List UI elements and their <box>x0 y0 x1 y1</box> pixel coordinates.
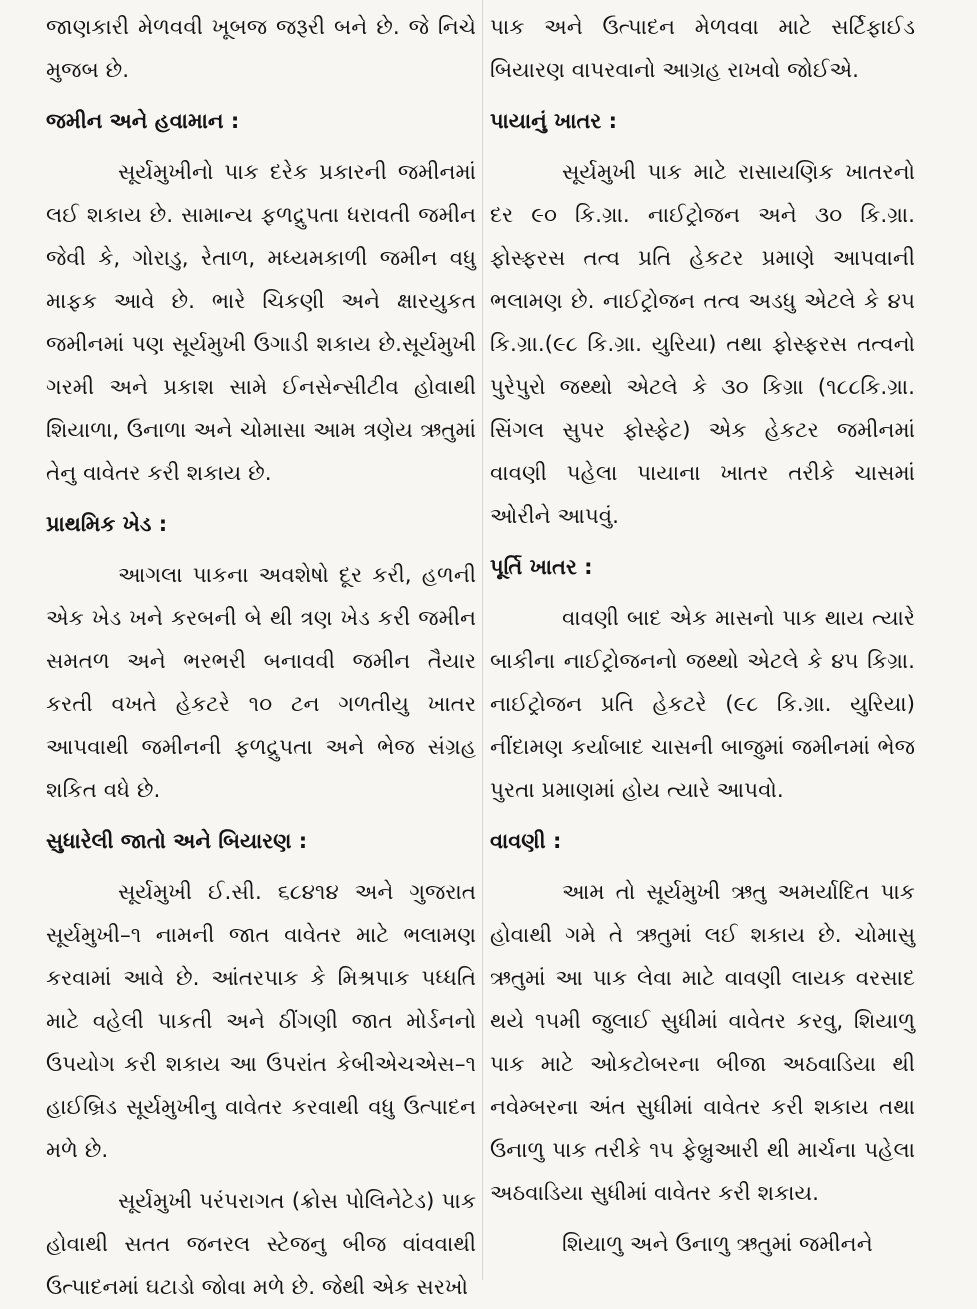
sowing-paragraph: આમ તો સૂર્યમુખી ઋતુ અમર્યાદિત પાક હોવાથી ગમે તે ઋતુમાં લઈ શકાય છે. ચોમાસુ ઋતુમાં આ પાક લેવા માટે વાવણી લાયક વરસાદ થયે ૧૫મી જુલાઈ સુધીમાં વાવેતર કરવુ, શિયાળુ પાક માટે ઓકટોબરના બીજા અઠવાડિયા થી નવેમ્બરના અંત સુધીમાં વાવેતર કરી શકાય તથા ઉનાળુ પાક તરીકે ૧૫ ફેબ્રુઆરી થી માર્ચના પહેલા અઠવાડિયા સુધીમાં વાવેતર કરી શકાય. <box>490 880 915 1206</box>
winter-summer-paragraph: શિયાળુ અને ઉનાળુ ઋતુમાં જમીનને <box>562 1232 873 1257</box>
column-divider <box>482 0 483 1280</box>
improved-varieties-paragraph: સૂર્યમુખી ઈ.સી. ૬૮૪૧૪ અને ગુજરાત સૂર્યમુખી–૧ નામની જાત વાવેતર માટે ભલામણ કરવામાં આવે છે. આંતરપાક કે મિશ્રપાક પધ્ધતિ માટે વહેલી પાકતી અને ઠીંગણી જાત મોર્ડનનો ઉપયોગ કરી શકાય આ ઉપરાંત કેબીએચએસ–૧ હાઈબ્રિડ સૂર્યમુખીનુ વાવેતર કરવાથી વધુ ઉત્પાદન મળે છે. <box>46 880 476 1163</box>
seed-continuation-paragraph: પાક અને ઉત્પાદન મેળવવા માટે સર્ટિફાઈડ બિયારણ વાપરવાનો આગ્રહ રાખવો જોઈએ. <box>490 15 915 83</box>
primary-tillage-paragraph: આગલા પાકના અવશેષો દૂર કરી, હળની એક ખેડ ખને કરબની બે થી ત્રણ ખેડ કરી જમીન સમતળ અને ભરભરી બનાવવી જમીન તૈયાર કરતી વખતે હેકટરે ૧૦ ટન ગળતીયુ ખાતર આપવાથી જમીનની ફળદ્રુપતા અને ભેજ સંગ્રહ શકિત વધે છે. <box>46 563 476 803</box>
basal-fertilizer-heading: પાયાનું ખાતર : <box>490 109 617 133</box>
soil-climate-heading: જમીન અને હવામાન : <box>46 109 240 133</box>
intro-continuation-paragraph: જાણકારી મેળવવી ખૂબજ જરૂરી બને છે. જે નિચે મુજબ છે. <box>46 15 476 83</box>
soil-climate-paragraph: સૂર્યમુખીનો પાક દરેક પ્રકારની જમીનમાં લઈ શકાય છે. સામાન્ય ફળદ્રુપતા ધરાવતી જમીન જેવી કે, ગોરાડુ, રેતાળ, મધ્યમકાળી જમીન વધુ માફક આવે છે. ભારે ચિકણી અને ક્ષારયુકત જમીનમાં પણ સૂર્યમુખી ઉગાડી શકાય છે.સૂર્યમુખી ગરમી અને પ્રકાશ સામે ઈનસેન્સીટીવ હોવાથી શિયાળા, ઉનાળા અને ચોમાસા આમ ત્રણેય ઋતુમાં તેનુ વાવેતર કરી શકાય છે. <box>46 160 476 486</box>
improved-varieties-heading: સુધારેલી જાતો અને બિયારણ : <box>46 829 308 853</box>
top-dressing-heading: પૂર્તિ ખાતર : <box>490 555 593 579</box>
sowing-heading: વાવણી : <box>490 829 562 853</box>
left-column <box>46 6 476 1309</box>
seed-paragraph: સૂર્યમુખી પરંપરાગત (ક્રોસ પોલિનેટેડ) પાક હોવાથી સતત જનરલ સ્ટેજનુ બીજ વાંવવાથી ઉત્પાદનમાં ઘટાડો જોવા મળે છે. જેથી એક સરખો <box>46 1189 476 1300</box>
top-dressing-paragraph: વાવણી બાદ એક માસનો પાક થાય ત્યારે બાકીના નાઈટ્રોજનનો જથ્થો એટલે કે ૪૫ કિગ્રા. નાઈટ્રોજન પ્રતિ હેકટરે (૯૮ કિ.ગ્રા. યુરિયા) નીંદામણ કર્યાબાદ ચાસની બાજુમાં જમીનમાં ભેજ પુરતા પ્રમાણમાં હોય ત્યારે આપવો. <box>490 606 915 803</box>
primary-tillage-heading: પ્રાથમિક ખેડ : <box>46 512 168 536</box>
right-column <box>490 6 915 1266</box>
basal-fertilizer-paragraph: સૂર્યમુખી પાક માટે રાસાયણિક ખાતરનો દર ૯૦ કિ.ગ્રા. નાઈટ્રોજન અને ૩૦ કિ.ગ્રા. ફોસ્ફરસ તત્વ પ્રતિ હેકટર પ્રમાણે આપવાની ભલામણ છે. નાઈટ્રોજન તત્વ અડધુ એટલે કે ૪૫ કિ.ગ્રા.(૯૮ કિ.ગ્રા. યુરિયા) તથા ફોસ્ફરસ તત્વનો પુરેપુરો જથ્થો એટલે કે ૩૦ કિગ્રા (૧૮૮કિ.ગ્રા. સિંગલ સુપર ફોસ્ફેટ) એક હેકટર જમીનમાં વાવણી પહેલા પાયાના ખાતર તરીકે ચાસમાં ઓરીને આપવું. <box>490 160 915 529</box>
